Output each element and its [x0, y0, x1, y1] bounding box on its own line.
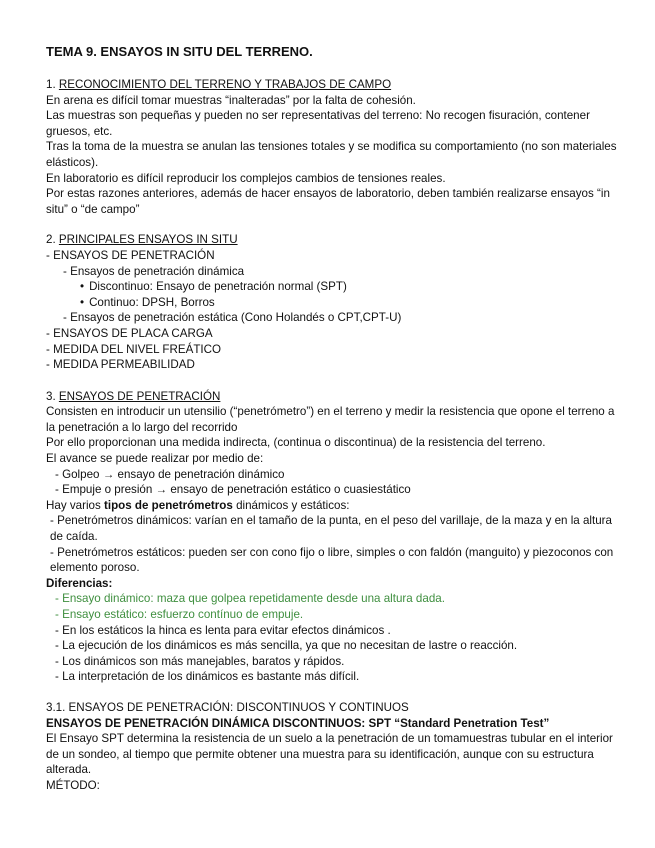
- subsection-heading: ENSAYOS DE PENETRACIÓN DINÁMICA DISCONTINUOS: SPT “Standard Penetration Test”: [46, 716, 550, 730]
- list-item: • Continuo: DPSH, Borros: [46, 295, 617, 311]
- paragraph: - Penetrómetros estáticos: pueden ser con cono fijo o libre, simples o con faldón (manguito) y piezoconos con elemento poroso.: [50, 545, 614, 575]
- paragraph: En laboratorio es difícil reproducir los complejos cambios de tensiones reales.: [46, 171, 446, 185]
- paragraph: El Ensayo SPT determina la resistencia de un suelo a la penetración de un tomamuestras tubular en el interior de un sondeo, al tiempo que permite obtener una muestra para su identificación, aunque con su estructura alterada.: [46, 732, 613, 777]
- list-item: - Ensayo dinámico: maza que golpea repetidamente desde una altura dada.: [55, 592, 445, 606]
- paragraph: MÉTODO:: [46, 778, 100, 792]
- paragraph: El avance se puede realizar por medio de:: [46, 452, 264, 466]
- section-3-1-heading: 3.1. ENSAYOS DE PENETRACIÓN: DISCONTINUOS Y CONTINUOS: [46, 700, 409, 714]
- list-item: - Golpeo → ensayo de penetración dinámico: [55, 467, 285, 481]
- list-item: - MEDIDA PERMEABILIDAD: [46, 358, 195, 372]
- section-2-heading: 2. PRINCIPALES ENSAYOS IN SITU: [46, 233, 238, 247]
- section-3-1: [46, 700, 617, 794]
- section-3: [46, 389, 617, 685]
- differences-heading: Diferencias:: [46, 576, 113, 590]
- list-item: - ENSAYOS DE PENETRACIÓN: [46, 248, 215, 262]
- section-1-heading: 1. RECONOCIMIENTO DEL TERRENO Y TRABAJOS DE CAMPO: [46, 78, 392, 91]
- list-item: - Los dinámicos son más manejables, baratos y rápidos.: [55, 654, 345, 668]
- paragraph: Tras la toma de la muestra se anulan las tensiones totales y se modifica su comportamiento (no son materiales elásticos).: [46, 140, 617, 169]
- paragraph: Por estas razones anteriores, además de hacer ensayos de laboratorio, deben también realizarse ensayos “in situ” o “de campo”: [46, 187, 610, 216]
- section-1: [46, 77, 617, 217]
- list-item: - Ensayos de penetración estática (Cono Holandés o CPT,CPT-U): [63, 311, 402, 325]
- list-item: - Empuje o presión → ensayo de penetración estático o cuasiestático: [55, 483, 411, 497]
- paragraph: Las muestras son pequeñas y pueden no ser representativas del terreno: No recogen fisuración, contener gruesos, etc.: [46, 109, 590, 138]
- paragraph: En arena es difícil tomar muestras “inalteradas” por la falta de cohesión.: [46, 93, 416, 107]
- list-item: - MEDIDA DEL NIVEL FREÁTICO: [46, 342, 222, 356]
- paragraph: Consisten en introducir un utensilio (“penetrómetro”) en el terreno y medir la resistencia que opone el terreno a la penetración a lo largo del recorrido: [46, 405, 615, 434]
- section-2: [46, 232, 617, 372]
- paragraph: Por ello proporcionan una medida indirecta, (continua o discontinua) de la resistencia del terreno.: [46, 436, 546, 450]
- section-3-heading: 3. ENSAYOS DE PENETRACIÓN: [46, 389, 221, 403]
- list-item: - Ensayos de penetración dinámica: [63, 264, 245, 278]
- list-item: - La ejecución de los dinámicos es más sencilla, ya que no necesitan de lastre o reacción.: [55, 639, 518, 653]
- paragraph: Hay varios tipos de penetrómetros dinámicos y estáticos:: [46, 498, 350, 512]
- list-item: • Discontinuo: Ensayo de penetración normal (SPT): [46, 279, 617, 295]
- list-item: - ENSAYOS DE PLACA CARGA: [46, 326, 213, 340]
- paragraph: - Penetrómetros dinámicos: varían en el tamaño de la punta, en el peso del varillaje, de la maza y en la altura de caída.: [50, 514, 612, 544]
- list-item: - La interpretación de los dinámicos es bastante más difícil.: [55, 670, 360, 684]
- list-item: - Ensayo estático: esfuerzo contínuo de empuje.: [55, 608, 304, 621]
- list-item: - En los estáticos la hinca es lenta para evitar efectos dinámicos .: [55, 623, 391, 637]
- document-title: TEMA 9. ENSAYOS IN SITU DEL TERRENO.: [46, 44, 313, 59]
